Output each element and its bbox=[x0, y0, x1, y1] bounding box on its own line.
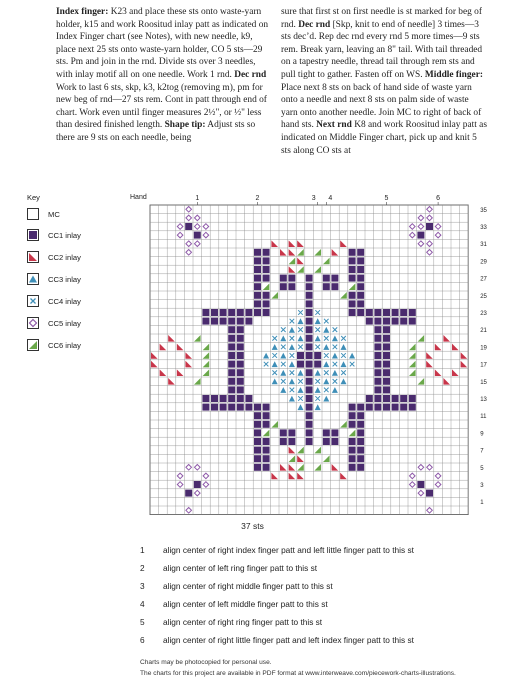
cc1-stitch bbox=[383, 352, 390, 359]
cc1-stitch bbox=[263, 257, 270, 264]
mc-swatch bbox=[27, 208, 39, 220]
cc1-stitch bbox=[383, 318, 390, 325]
cc1-stitch bbox=[254, 257, 261, 264]
cc1-stitch bbox=[254, 455, 261, 462]
cc1-stitch bbox=[306, 429, 313, 436]
cc1-stitch bbox=[297, 352, 304, 359]
cc1-stitch bbox=[323, 429, 330, 436]
cc1-stitch bbox=[202, 404, 209, 411]
cc1-stitch bbox=[400, 395, 407, 402]
cc1-stitch bbox=[374, 343, 381, 350]
cc1-stitch bbox=[331, 438, 338, 445]
cc1-stitch bbox=[220, 318, 227, 325]
row-number: 5 bbox=[480, 465, 484, 472]
cc1-stitch bbox=[245, 395, 252, 402]
cc1-stitch bbox=[280, 283, 287, 290]
cc1-stitch bbox=[228, 343, 235, 350]
cc1-stitch bbox=[349, 438, 356, 445]
cc1-stitch bbox=[263, 309, 270, 316]
cc1-stitch bbox=[263, 300, 270, 307]
cc1-stitch bbox=[392, 318, 399, 325]
cc1-stitch bbox=[306, 292, 313, 299]
key-label: CC4 inlay bbox=[48, 296, 81, 306]
cc1-stitch bbox=[409, 395, 416, 402]
cc1-stitch bbox=[357, 275, 364, 282]
cc1-stitch bbox=[374, 386, 381, 393]
cc4-swatch bbox=[27, 295, 39, 307]
key-item-cc2 bbox=[27, 250, 81, 264]
cc1-stitch bbox=[211, 395, 218, 402]
cc1-stitch bbox=[331, 283, 338, 290]
cc5-swatch bbox=[27, 317, 39, 329]
key-item-cc4 bbox=[27, 294, 81, 308]
cc1-stitch bbox=[228, 395, 235, 402]
cc1-stitch bbox=[254, 266, 261, 273]
row-number: 13 bbox=[480, 397, 487, 403]
shape-tip-heading: Shape tip: bbox=[164, 120, 206, 131]
row-number: 1 bbox=[480, 500, 484, 507]
cc1-stitch bbox=[374, 309, 381, 316]
cc1-stitch bbox=[349, 447, 356, 454]
note-1: 1 align center of right index finger patt and left little finger patt to this st bbox=[140, 545, 414, 555]
article-column-right bbox=[281, 6, 487, 157]
cc1-stitch bbox=[202, 318, 209, 325]
cc1-stitch bbox=[288, 429, 295, 436]
note-3: 3 align center of right middle finger patt to this st bbox=[140, 581, 333, 591]
dec-rnd-label-2: Dec rnd bbox=[298, 19, 331, 30]
cc1-stitch bbox=[280, 438, 287, 445]
cc1-stitch bbox=[220, 404, 227, 411]
cc1-stitch bbox=[349, 421, 356, 428]
middle-finger-heading: Middle finger: bbox=[424, 69, 483, 80]
cc1-stitch bbox=[237, 352, 244, 359]
cc1-stitch bbox=[383, 326, 390, 333]
text-r4: K8 and work Roositud inlay patt as indicated on Middle Finger chart, pick up and knit 5 sts along CO sts at bbox=[281, 120, 487, 156]
cc1-stitch bbox=[366, 309, 373, 316]
row-number: 15 bbox=[480, 379, 487, 386]
row-number: 21 bbox=[480, 328, 487, 335]
cc1-stitch bbox=[306, 369, 313, 376]
cc1-stitch bbox=[237, 404, 244, 411]
cc1-stitch bbox=[331, 275, 338, 282]
cc1-stitch bbox=[237, 309, 244, 316]
key-title: Key bbox=[27, 193, 40, 202]
column-marker: 5 bbox=[384, 195, 389, 202]
cc1-stitch bbox=[202, 395, 209, 402]
key-label: CC3 inlay bbox=[48, 274, 81, 284]
cc1-stitch bbox=[228, 335, 235, 342]
cc1-stitch bbox=[306, 309, 313, 316]
cc1-stitch bbox=[228, 369, 235, 376]
cc1-stitch bbox=[237, 378, 244, 385]
cc1-stitch bbox=[237, 386, 244, 393]
cc1-stitch bbox=[254, 249, 261, 256]
index-finger-heading: Index finger: bbox=[56, 7, 109, 17]
cc1-stitch bbox=[383, 378, 390, 385]
cc1-stitch bbox=[374, 378, 381, 385]
row-number: 33 bbox=[480, 225, 487, 231]
cc1-stitch bbox=[306, 275, 313, 282]
cc1-stitch bbox=[211, 318, 218, 325]
cc1-stitch bbox=[366, 404, 373, 411]
cc1-stitch bbox=[288, 283, 295, 290]
cc1-stitch bbox=[237, 335, 244, 342]
cc1-stitch bbox=[392, 404, 399, 411]
cc1-stitch bbox=[263, 455, 270, 462]
cc1-stitch bbox=[237, 343, 244, 350]
cc1-stitch bbox=[409, 404, 416, 411]
cc1-stitch bbox=[374, 395, 381, 402]
cc1-stitch bbox=[306, 300, 313, 307]
cc1-stitch bbox=[237, 326, 244, 333]
cc1-stitch bbox=[383, 404, 390, 411]
cc1-stitch bbox=[357, 300, 364, 307]
cc1-stitch bbox=[357, 257, 364, 264]
cc1-stitch bbox=[306, 378, 313, 385]
cc1-stitch bbox=[280, 429, 287, 436]
cc1-stitch bbox=[306, 395, 313, 402]
cc1-stitch bbox=[263, 412, 270, 419]
cc1-stitch bbox=[349, 249, 356, 256]
note-5: 5 align center of right ring finger patt to this st bbox=[140, 617, 323, 627]
cc1-stitch bbox=[237, 369, 244, 376]
row-number: 9 bbox=[480, 431, 484, 438]
cc1-stitch bbox=[306, 283, 313, 290]
cc1-stitch bbox=[306, 404, 313, 411]
cc1-stitch bbox=[220, 309, 227, 316]
cc1-stitch bbox=[383, 369, 390, 376]
key-item-cc3 bbox=[27, 272, 81, 286]
cc1-stitch bbox=[306, 343, 313, 350]
key-item-cc5 bbox=[27, 316, 81, 330]
cc1-stitch bbox=[254, 292, 261, 299]
cc1-stitch bbox=[237, 318, 244, 325]
cc1-stitch bbox=[228, 326, 235, 333]
cc1-stitch bbox=[323, 275, 330, 282]
cc1-stitch bbox=[357, 404, 364, 411]
cc1-stitch bbox=[202, 309, 209, 316]
note-4: 4 align center of left middle finger patt to this st bbox=[140, 599, 328, 609]
key-label: MC bbox=[48, 209, 60, 219]
cc1-stitch bbox=[228, 352, 235, 359]
cc3-swatch bbox=[27, 273, 39, 285]
cc1-stitch bbox=[374, 352, 381, 359]
cc1-stitch bbox=[349, 292, 356, 299]
key-label: CC1 inlay bbox=[48, 230, 81, 240]
cc1-stitch bbox=[314, 352, 321, 359]
cc1-stitch bbox=[323, 438, 330, 445]
cc1-stitch bbox=[349, 266, 356, 273]
key-item-cc1 bbox=[27, 228, 81, 242]
row-number: 29 bbox=[480, 259, 487, 266]
article-column-left bbox=[56, 6, 270, 145]
hand-chart bbox=[115, 187, 487, 517]
cc1-stitch bbox=[392, 309, 399, 316]
cc1-stitch bbox=[297, 361, 304, 368]
text-r3: Place next 8 sts on back of hand side of waste yarn onto a needle and next 8 sts on palm side of waste yarn onto another needle. Join MC to right of back of hand sts. bbox=[281, 82, 482, 131]
text-r1: sure that first st on first needle is st marked for beg of rnd. bbox=[281, 7, 482, 30]
cc1-stitch bbox=[417, 232, 424, 239]
cc1-stitch bbox=[400, 309, 407, 316]
key-item-mc bbox=[27, 207, 60, 221]
cc1-stitch bbox=[280, 275, 287, 282]
column-marker: 3 bbox=[311, 195, 316, 202]
cc1-stitch bbox=[383, 386, 390, 393]
cc1-stitch bbox=[357, 266, 364, 273]
cc1-stitch bbox=[374, 335, 381, 342]
cc1-stitch bbox=[254, 404, 261, 411]
cc1-stitch bbox=[357, 464, 364, 471]
cc1-stitch bbox=[374, 404, 381, 411]
row-number: 27 bbox=[480, 276, 487, 283]
cc1-stitch bbox=[245, 404, 252, 411]
cc1-stitch bbox=[357, 283, 364, 290]
cc1-stitch bbox=[306, 412, 313, 419]
next-rnd-label: Next rnd bbox=[316, 120, 352, 131]
column-marker: 4 bbox=[328, 195, 333, 202]
cc1-stitch bbox=[263, 447, 270, 454]
cc1-stitch bbox=[185, 490, 192, 497]
cc1-stitch bbox=[323, 283, 330, 290]
cc1-stitch bbox=[228, 378, 235, 385]
row-number: 25 bbox=[480, 293, 487, 300]
cc1-stitch bbox=[306, 318, 313, 325]
column-marker: 1 bbox=[195, 195, 200, 202]
cc1-stitch bbox=[306, 326, 313, 333]
cc1-stitch bbox=[383, 335, 390, 342]
cc1-stitch bbox=[245, 318, 252, 325]
cc1-stitch bbox=[194, 481, 201, 488]
cc1-stitch bbox=[357, 292, 364, 299]
cc1-stitch bbox=[254, 429, 261, 436]
cc1-stitch bbox=[374, 326, 381, 333]
cc1-stitch bbox=[400, 318, 407, 325]
cc1-stitch bbox=[211, 309, 218, 316]
cc1-stitch bbox=[383, 361, 390, 368]
cc1-stitch bbox=[306, 438, 313, 445]
cc1-stitch bbox=[185, 223, 192, 230]
cc1-stitch bbox=[392, 395, 399, 402]
text-l1: K23 and place these sts onto waste-yarn holder, k15 and work Roositud inlay patt as indicated on Index Finger chart (see Notes), with new needle, k9, place next 25 sts onto waste-yarn holder, CO 5 sts—29 sts. Pm and join in the rnd. Divide sts over 3 needles, with inlay motif all on one needle. Work 1 rnd. bbox=[56, 7, 269, 80]
key-label: CC6 inlay bbox=[48, 340, 81, 350]
note-2: 2 align center of left ring finger patt to this st bbox=[140, 563, 318, 573]
cc1-stitch bbox=[237, 361, 244, 368]
cc1-stitch bbox=[263, 275, 270, 282]
cc1-stitch bbox=[374, 361, 381, 368]
cc2-swatch bbox=[27, 251, 39, 263]
cc1-stitch bbox=[357, 412, 364, 419]
cc1-stitch bbox=[254, 275, 261, 282]
key-label: CC5 inlay bbox=[48, 318, 81, 328]
column-marker: 6 bbox=[436, 195, 441, 202]
cc1-stitch bbox=[254, 438, 261, 445]
footer-line-1: Charts may be photocopied for personal use. bbox=[140, 659, 272, 666]
cc1-swatch bbox=[27, 229, 39, 241]
cc1-stitch bbox=[254, 283, 261, 290]
cc1-stitch bbox=[228, 404, 235, 411]
cc1-stitch bbox=[306, 335, 313, 342]
cc1-stitch bbox=[349, 300, 356, 307]
cc1-stitch bbox=[263, 266, 270, 273]
cc1-stitch bbox=[254, 309, 261, 316]
cc1-stitch bbox=[357, 249, 364, 256]
cc1-stitch bbox=[349, 257, 356, 264]
row-number: 35 bbox=[480, 207, 487, 214]
cc1-stitch bbox=[357, 421, 364, 428]
key-item-cc6 bbox=[27, 338, 81, 352]
text-r2: [Skp, knit to end of needle] 3 times—3 sts dec’d. Rep dec rnd every rnd 5 more times—9 sts rem. Break yarn, leaving an 8" tail. With tail threaded on a tapestry needle, thread tail through rem sts and pull tight to gather. Fasten off on WS. bbox=[281, 19, 483, 80]
cc1-stitch bbox=[263, 292, 270, 299]
cc1-stitch bbox=[245, 309, 252, 316]
cc1-stitch bbox=[254, 464, 261, 471]
cc1-stitch bbox=[400, 404, 407, 411]
cc1-stitch bbox=[426, 490, 433, 497]
cc1-stitch bbox=[254, 421, 261, 428]
cc6-swatch bbox=[27, 339, 39, 351]
cc1-stitch bbox=[263, 404, 270, 411]
cc1-stitch bbox=[228, 309, 235, 316]
text-l2: Work to last 6 sts, skp, k3, k2tog (removing m), pm for new beg of rnd—27 sts rem. Cont in patt through end of chart. Work even until finger measures 2½", or ½" less than desired finished length. bbox=[56, 82, 267, 131]
cc1-stitch bbox=[409, 309, 416, 316]
cc1-stitch bbox=[383, 395, 390, 402]
row-number: 31 bbox=[480, 242, 487, 249]
cc1-stitch bbox=[374, 369, 381, 376]
row-number: 17 bbox=[480, 362, 487, 369]
text-l3: Adjust sts so there are 9 sts on each needle, being bbox=[56, 120, 256, 143]
cc1-stitch bbox=[228, 318, 235, 325]
cc1-stitch bbox=[426, 223, 433, 230]
cc1-stitch bbox=[288, 438, 295, 445]
cc1-stitch bbox=[357, 309, 364, 316]
dec-rnd-label: Dec rnd bbox=[234, 69, 267, 80]
footer-line-2: The charts for this project are available in PDF format at www.interweave.com/piecework-charts-illustrations. bbox=[140, 670, 456, 677]
cc1-stitch bbox=[306, 421, 313, 428]
cc1-stitch bbox=[383, 343, 390, 350]
chart-title: Hand bbox=[130, 194, 147, 201]
cc1-stitch bbox=[263, 464, 270, 471]
cc1-stitch bbox=[349, 412, 356, 419]
cc1-stitch bbox=[409, 318, 416, 325]
cc1-stitch bbox=[417, 481, 424, 488]
cc1-stitch bbox=[306, 386, 313, 393]
cc1-stitch bbox=[374, 318, 381, 325]
cc1-stitch bbox=[194, 232, 201, 239]
cc1-stitch bbox=[263, 249, 270, 256]
cc1-stitch bbox=[306, 352, 313, 359]
row-number: 3 bbox=[480, 483, 484, 489]
cc1-stitch bbox=[357, 447, 364, 454]
cc1-stitch bbox=[349, 275, 356, 282]
cc1-stitch bbox=[211, 404, 218, 411]
cc1-stitch bbox=[349, 464, 356, 471]
cc1-stitch bbox=[366, 395, 373, 402]
row-number: 7 bbox=[480, 448, 484, 455]
cc1-stitch bbox=[220, 395, 227, 402]
row-number: 23 bbox=[480, 311, 487, 317]
cc1-stitch bbox=[306, 361, 313, 368]
cc1-stitch bbox=[263, 421, 270, 428]
cc1-stitch bbox=[349, 404, 356, 411]
cc1-stitch bbox=[237, 395, 244, 402]
note-6: 6 align center of right little finger patt and left index finger patt to this st bbox=[140, 635, 414, 645]
key-label: CC2 inlay bbox=[48, 252, 81, 262]
cc1-stitch bbox=[349, 309, 356, 316]
column-marker: 2 bbox=[255, 195, 260, 202]
cc1-stitch bbox=[366, 318, 373, 325]
cc1-stitch bbox=[288, 275, 295, 282]
cc1-stitch bbox=[349, 455, 356, 462]
cc1-stitch bbox=[263, 438, 270, 445]
chart-stitch-count: 37 sts bbox=[241, 521, 264, 531]
row-number: 19 bbox=[480, 345, 487, 352]
cc1-stitch bbox=[314, 361, 321, 368]
cc1-stitch bbox=[357, 429, 364, 436]
cc1-stitch bbox=[228, 361, 235, 368]
cc1-stitch bbox=[254, 447, 261, 454]
cc1-stitch bbox=[357, 438, 364, 445]
cc1-stitch bbox=[254, 300, 261, 307]
cc1-stitch bbox=[331, 429, 338, 436]
cc1-stitch bbox=[228, 386, 235, 393]
cc1-stitch bbox=[254, 412, 261, 419]
row-number: 11 bbox=[480, 414, 487, 421]
cc1-stitch bbox=[357, 455, 364, 462]
cc1-stitch bbox=[383, 309, 390, 316]
